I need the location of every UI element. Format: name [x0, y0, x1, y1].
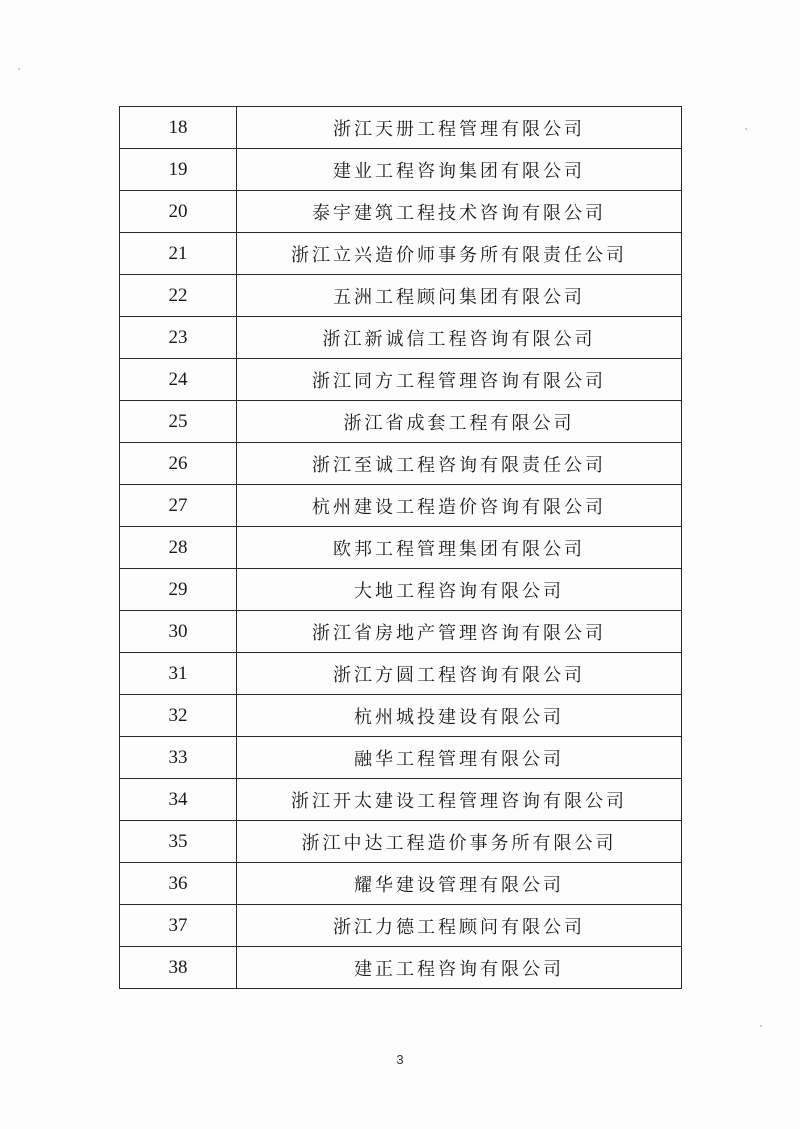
- company-name-cell: 融华工程管理有限公司: [237, 737, 682, 779]
- company-name-cell: 耀华建设管理有限公司: [237, 863, 682, 905]
- row-number-cell: 19: [120, 149, 237, 191]
- company-name-cell: 浙江至诚工程咨询有限责任公司: [237, 443, 682, 485]
- table-row: [120, 443, 682, 485]
- company-name-cell: 浙江同方工程管理咨询有限公司: [237, 359, 682, 401]
- table-row: [120, 359, 682, 401]
- table-row: [120, 863, 682, 905]
- company-name-cell: 浙江方圆工程咨询有限公司: [237, 653, 682, 695]
- row-number-cell: 30: [120, 611, 237, 653]
- table-row: [120, 611, 682, 653]
- company-name-cell: 浙江中达工程造价事务所有限公司: [237, 821, 682, 863]
- row-number-cell: 27: [120, 485, 237, 527]
- row-number-cell: 38: [120, 947, 237, 989]
- table-row: [120, 905, 682, 947]
- table-row: [120, 401, 682, 443]
- row-number-cell: 18: [120, 107, 237, 149]
- table-row: [120, 527, 682, 569]
- company-name-cell: 五洲工程顾问集团有限公司: [237, 275, 682, 317]
- row-number-cell: 28: [120, 527, 237, 569]
- company-table: [119, 106, 682, 989]
- company-name-cell: 浙江省房地产管理咨询有限公司: [237, 611, 682, 653]
- table-row: [120, 947, 682, 989]
- company-name-cell: 建业工程咨询集团有限公司: [237, 149, 682, 191]
- row-number-cell: 33: [120, 737, 237, 779]
- row-number-cell: 21: [120, 233, 237, 275]
- scan-speck: [745, 128, 747, 130]
- table-row: [120, 779, 682, 821]
- table-row: [120, 695, 682, 737]
- row-number-cell: 25: [120, 401, 237, 443]
- company-name-cell: 泰宇建筑工程技术咨询有限公司: [237, 191, 682, 233]
- row-number-cell: 22: [120, 275, 237, 317]
- row-number-cell: 35: [120, 821, 237, 863]
- company-name-cell: 浙江省成套工程有限公司: [237, 401, 682, 443]
- row-number-cell: 26: [120, 443, 237, 485]
- company-name-cell: 欧邦工程管理集团有限公司: [237, 527, 682, 569]
- company-name-cell: 建正工程咨询有限公司: [237, 947, 682, 989]
- page-number: 3: [396, 1052, 404, 1067]
- table-row: [120, 485, 682, 527]
- table-row: [120, 233, 682, 275]
- company-name-cell: 浙江新诚信工程咨询有限公司: [237, 317, 682, 359]
- row-number-cell: 37: [120, 905, 237, 947]
- company-name-cell: 浙江立兴造价师事务所有限责任公司: [237, 233, 682, 275]
- table-row: [120, 821, 682, 863]
- company-name-cell: 大地工程咨询有限公司: [237, 569, 682, 611]
- row-number-cell: 24: [120, 359, 237, 401]
- row-number-cell: 34: [120, 779, 237, 821]
- table-row: [120, 149, 682, 191]
- table-row: [120, 191, 682, 233]
- table-row: [120, 317, 682, 359]
- row-number-cell: 29: [120, 569, 237, 611]
- row-number-cell: 23: [120, 317, 237, 359]
- table-row: [120, 107, 682, 149]
- company-name-cell: 浙江力德工程顾问有限公司: [237, 905, 682, 947]
- table-row: [120, 653, 682, 695]
- row-number-cell: 32: [120, 695, 237, 737]
- table-row: [120, 737, 682, 779]
- table-row: [120, 275, 682, 317]
- scan-speck: [18, 68, 20, 70]
- row-number-cell: 36: [120, 863, 237, 905]
- row-number-cell: 20: [120, 191, 237, 233]
- scan-speck: [760, 1025, 762, 1027]
- table-row: [120, 569, 682, 611]
- company-name-cell: 杭州城投建设有限公司: [237, 695, 682, 737]
- company-name-cell: 浙江开太建设工程管理咨询有限公司: [237, 779, 682, 821]
- table-body: [120, 107, 682, 989]
- row-number-cell: 31: [120, 653, 237, 695]
- company-name-cell: 杭州建设工程造价咨询有限公司: [237, 485, 682, 527]
- company-name-cell: 浙江天册工程管理有限公司: [237, 107, 682, 149]
